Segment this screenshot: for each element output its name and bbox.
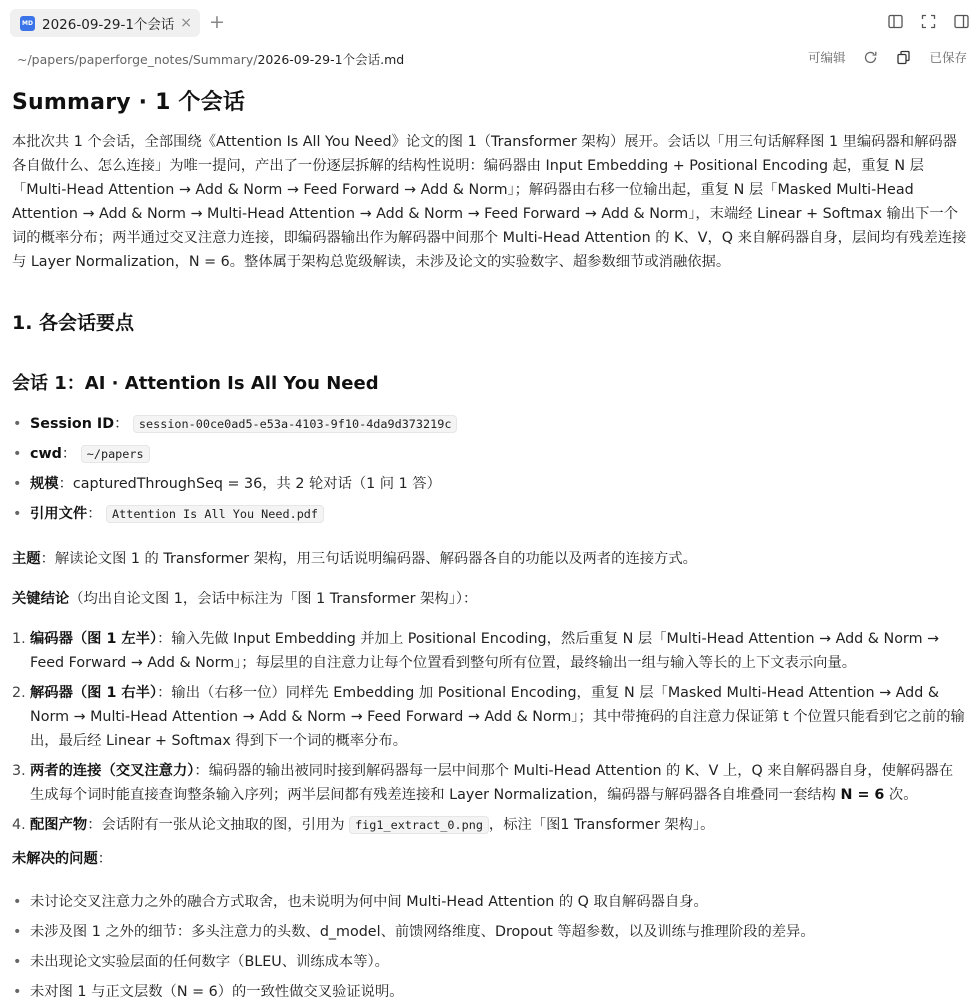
sidebar-left-icon[interactable] bbox=[888, 14, 903, 29]
list-item: • Session ID： session-00ce0ad5-e53a-4103-9f10-4da9d373219c bbox=[12, 409, 967, 439]
editable-toggle[interactable]: 可编辑 bbox=[807, 50, 846, 65]
fullscreen-icon[interactable] bbox=[921, 14, 936, 29]
list-item: • 未对图 1 与正文层数（N = 6）的一致性做交叉验证说明。 bbox=[12, 977, 967, 1007]
tab-title: 2026-09-29-1个会话 bbox=[42, 17, 175, 33]
path-filename: 2026-09-29-1个会话.md bbox=[257, 52, 405, 67]
tab-document[interactable] bbox=[10, 9, 200, 37]
list-item: • 规模：capturedThroughSeq = 36，共 2 轮对话（1 问 1 答） bbox=[12, 469, 967, 499]
meta-label: 引用文件 bbox=[30, 506, 88, 522]
list-item: • 引用文件： Attention Is All You Need.pdf bbox=[12, 499, 967, 529]
list-item: • 未涉及图 1 之外的细节：多头注意力的头数、d_model、前馈网络维度、Dropout 等超参数，以及训练与推理阶段的差异。 bbox=[12, 917, 967, 947]
intro-paragraph: 本批次共 1 个会话，全部围绕《Attention Is All You Need》论文的图 1（Transformer 架构）展开。会话以「用三句话解释图 1 里编码器和解码器各自做什么、怎么连接」为唯一提问，产出了一份逐层拆解的结构性说明：编码器由 Input Embedding + Positional Encoding 起，重复 N 层「Multi-Head Attention → Add & Norm → Feed Forward → Add & Norm」；解码器由右移一位输出起，重复 N 层「Masked Multi-Head Attention → Add & Norm → Multi-Head Attention → Add & Norm → Feed Forward → Add & Norm」，末端经 Linear + Softmax 输出下一个词的概率分布；两半通过交叉注意力连接，即编码器输出作为解码器中间那个 Multi-Head Attention 的 K、V，Q 来自解码器自身，层间均有残差连接与 Layer Normalization，N = 6。整体属于架构总览级解读，未涉及论文的实验数字、超参数细节或消融依据。 bbox=[12, 134, 967, 270]
finding-emphasis: N = 6 bbox=[840, 787, 885, 803]
open-issues-list bbox=[12, 887, 967, 1007]
scale-value: capturedThroughSeq = 36，共 2 轮对话（1 问 1 答） bbox=[72, 476, 441, 492]
finding-tail: 次。 bbox=[884, 787, 918, 803]
finding-text: ：会话附有一张从论文抽取的图，引用为 bbox=[87, 817, 350, 833]
finding-head: 编码器（图 1 左半） bbox=[30, 631, 158, 647]
findings-note: （均出自论文图 1，会话中标注为「图 1 Transformer 架构」）： bbox=[69, 591, 478, 607]
list-item bbox=[12, 813, 967, 837]
meta-label: 规模 bbox=[30, 476, 59, 492]
document-body bbox=[0, 85, 979, 1007]
page-title: Summary · 1 个会话 bbox=[12, 90, 246, 115]
path-directory: ~/papers/paperforge_notes/Summary/ bbox=[17, 52, 258, 67]
save-status: 已保存 bbox=[929, 50, 967, 65]
list-number: 4. bbox=[12, 817, 26, 833]
breadcrumb[interactable] bbox=[17, 50, 404, 68]
finding-tail: ，标注「图1 Transformer 架构」。 bbox=[488, 817, 715, 833]
list-item bbox=[12, 681, 967, 753]
figure-filename: fig1_extract_0.png bbox=[349, 816, 489, 834]
list-item: • 未出现论文实验层面的任何数字（BLEU、训练成本等）。 bbox=[12, 947, 967, 977]
finding-text: ：输入先做 Input Embedding 并加上 Positional Encoding，然后重复 N 层「Multi-Head Attention → Add & Norm → Feed Forward → Add & Norm」；每层里的自注意力让每个位置看到整句所有位置，最终输出一组与输入等长的上下文表示向量。 bbox=[30, 631, 940, 671]
session-heading: 会话 1：AI · Attention Is All You Need bbox=[12, 373, 379, 394]
list-number: 3. bbox=[12, 763, 26, 779]
session-id-value: session-00ce0ad5-e53a-4103-9f10-4da9d373219c bbox=[133, 415, 458, 433]
copy-icon[interactable] bbox=[896, 50, 911, 65]
session-meta-list bbox=[12, 409, 967, 529]
list-item: • cwd： ~/papers bbox=[12, 439, 967, 469]
findings-heading bbox=[12, 587, 967, 611]
list-number: 1. bbox=[12, 631, 26, 647]
finding-text: ：输出（右移一位）同样先 Embedding 加 Positional Encoding，重复 N 层「Masked Multi-Head Attention → Add & Norm → Multi-Head Attention → Add & Norm → Feed Forward → Add & Norm」；其中带掩码的自注意力保证第 t 个位置只能看到它之前的输出，最后经 Linear + Softmax 得到下一个词的概率分布。 bbox=[30, 685, 965, 749]
tab-bar bbox=[0, 0, 979, 46]
finding-text: ：编码器的输出被同时接到解码器每一层中间那个 Multi-Head Attention 的 K、V 上，Q 来自解码器自身，使解码器在生成每个词时能直接查询整条输入序列；两半层间都有残差连接和 Layer Normalization，编码器与解码器各自堆叠同一套结构 bbox=[30, 763, 954, 803]
open-issues-heading: 未解决的问题： bbox=[12, 851, 113, 867]
window-controls bbox=[888, 14, 969, 29]
findings-list bbox=[12, 627, 967, 837]
list-item bbox=[12, 759, 967, 807]
meta-label: cwd bbox=[30, 446, 62, 462]
topic-text: 解读论文图 1 的 Transformer 架构，用三句话说明编码器、解码器各自的功能以及两者的连接方式。 bbox=[54, 551, 697, 567]
topic-line: 主题：解读论文图 1 的 Transformer 架构，用三句话说明编码器、解码器各自的功能以及两者的连接方式。 bbox=[12, 551, 697, 567]
finding-head: 配图产物 bbox=[30, 817, 88, 833]
meta-label: Session ID bbox=[30, 416, 115, 432]
add-tab-icon[interactable]: + bbox=[209, 11, 225, 33]
sidebar-right-icon[interactable] bbox=[954, 14, 969, 29]
path-bar bbox=[0, 46, 979, 70]
reference-file-value: Attention Is All You Need.pdf bbox=[106, 505, 324, 523]
refresh-icon[interactable] bbox=[863, 50, 878, 65]
list-item: • 未讨论交叉注意力之外的融合方式取舍，也未说明为何中间 Multi-Head Attention 的 Q 取自解码器自身。 bbox=[12, 887, 967, 917]
finding-head: 解码器（图 1 右半） bbox=[30, 685, 158, 701]
list-number: 2. bbox=[12, 685, 26, 701]
list-item bbox=[12, 627, 967, 675]
topic-label: 主题 bbox=[12, 551, 41, 567]
markdown-file-icon: MD bbox=[20, 16, 35, 31]
findings-label: 关键结论 bbox=[12, 591, 70, 607]
finding-head: 两者的连接（交叉注意力） bbox=[30, 763, 195, 779]
close-icon[interactable]: × bbox=[180, 15, 192, 31]
section-heading: 1. 各会话要点 bbox=[12, 312, 135, 334]
cwd-value: ~/papers bbox=[81, 445, 150, 463]
open-issues-label: 未解决的问题 bbox=[12, 851, 98, 867]
document-actions bbox=[808, 48, 967, 66]
